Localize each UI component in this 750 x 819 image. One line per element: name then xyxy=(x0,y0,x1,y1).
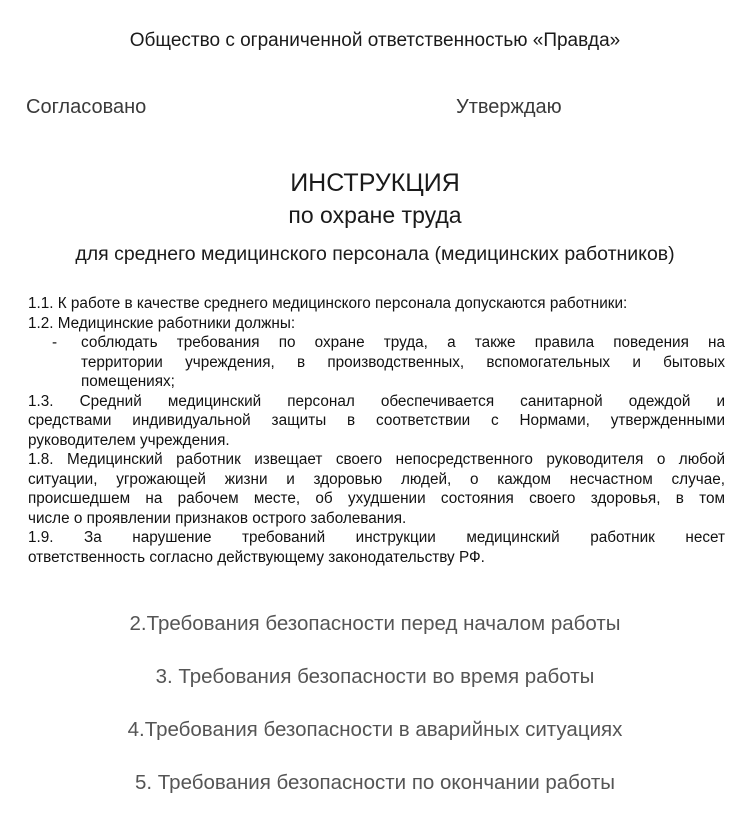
item-1-3-line-2: средствами индивидуальной защиты в соответствии с Нормами, утвержденными xyxy=(28,412,725,429)
item-1-1: 1.1. К работе в качестве среднего медицинского персонала допускаются работники: xyxy=(28,295,628,312)
approved-label: Утверждаю xyxy=(456,96,562,118)
document-subtitle: по охране труда xyxy=(288,202,462,228)
bullet-dash: - xyxy=(52,334,58,351)
item-1-8-line-3: происшедшем на рабочем месте, об ухудшении состояния своего здоровья, в том xyxy=(28,490,725,507)
item-1-9-line-2: ответственность согласно действующему законодательству РФ. xyxy=(28,548,485,566)
section-2-heading: 2.Требования безопасности перед началом работы xyxy=(129,612,621,635)
section-3-heading: 3. Требования безопасности во время работы xyxy=(155,665,595,688)
item-1-3-line-1: 1.3. Средний медицинский персонал обеспечивается санитарной одеждой и xyxy=(28,392,725,410)
item-1-9-line-1: 1.9. За нарушение требований инструкции медицинский работник несет xyxy=(28,529,725,546)
organization-name: Общество с ограниченной ответственностью «Правда» xyxy=(129,30,621,51)
agreed-label: Согласовано xyxy=(26,96,147,118)
document-title: ИНСТРУКЦИЯ xyxy=(290,169,460,197)
item-1-3-line-3: руководителем учреждения. xyxy=(28,431,230,449)
document-audience: для среднего медицинского персонала (медицинских работников) xyxy=(75,243,675,265)
section-4-heading: 4.Требования безопасности в аварийных ситуациях xyxy=(127,718,623,741)
bullet-line-2: территории учреждения, в производственных, вспомогательных и бытовых xyxy=(81,353,725,371)
bullet-line-3: помещениях; xyxy=(81,373,175,390)
bullet-line-1: соблюдать требования по охране труда, а также правила поведения на xyxy=(81,334,725,351)
item-1-8-line-1: 1.8. Медицинский работник извещает своего непосредственного руководителя о любой xyxy=(28,451,725,468)
section-1-body xyxy=(28,294,725,567)
bullet-item xyxy=(28,333,725,392)
item-1-8-line-4: числе о проявлении признаков острого заболевания. xyxy=(28,509,407,527)
section-5-heading: 5. Требования безопасности по окончании работы xyxy=(135,771,615,794)
item-1-2: 1.2. Медицинские работники должны: xyxy=(28,314,296,332)
item-1-8-line-2: ситуации, угрожающей жизни и здоровью людей, о каждом несчастном случае, xyxy=(28,470,725,488)
